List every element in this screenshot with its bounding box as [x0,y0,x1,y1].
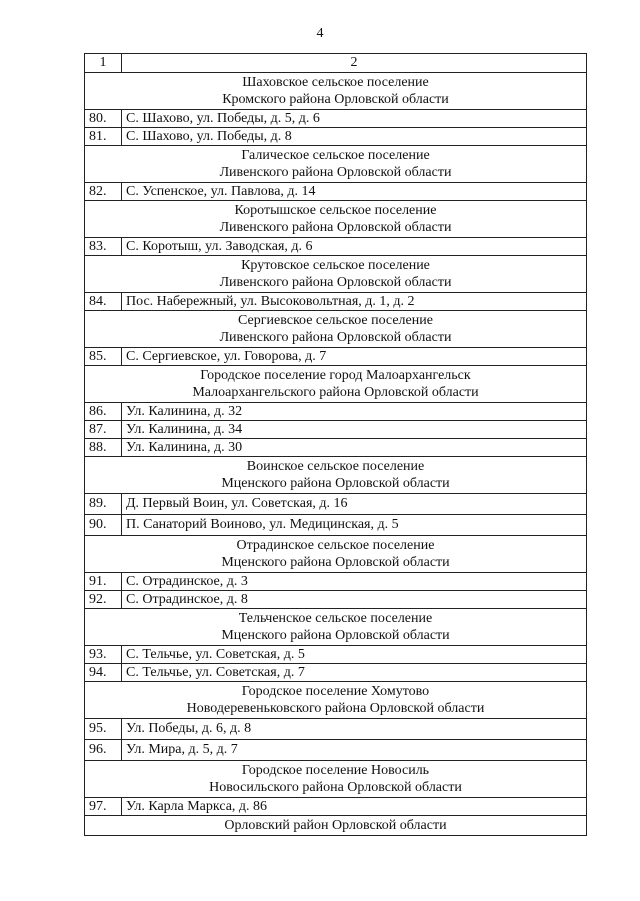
section-title-line: Галическое сельское поселение [241,148,430,163]
section-title-line: Ливенского района Орловской области [219,330,452,345]
section-title [85,761,587,798]
row-address: С. Сергиевское, ул. Говорова, д. 7 [122,348,587,366]
table-row [85,110,587,128]
section-header-row [85,682,587,719]
section-title [85,366,587,403]
row-number: 97. [85,798,122,816]
row-number: 94. [85,664,122,682]
row-number: 82. [85,183,122,201]
header-col-1: 1 [85,54,122,73]
section-title-line: Коротышское сельское поселение [234,203,437,218]
section-title [85,816,587,836]
table-row [85,646,587,664]
section-title-line: Малоархангельского района Орловской области [192,385,479,400]
section-title-line: Орловский район Орловской области [224,818,447,833]
row-address: С. Тельчье, ул. Советская, д. 5 [122,646,587,664]
section-title-line: Мценского района Орловской области [221,476,450,491]
section-title-line: Ливенского района Орловской области [219,165,452,180]
row-address: Ул. Калинина, д. 34 [122,421,587,439]
row-address: Ул. Калинина, д. 32 [122,403,587,421]
section-title-line: Новосильского района Орловской области [209,780,462,795]
row-number: 91. [85,573,122,591]
row-number: 81. [85,128,122,146]
row-address: П. Санаторий Воиново, ул. Медицинская, д. 5 [122,515,587,536]
section-title [85,457,587,494]
section-title-line: Кромского района Орловской области [222,92,449,107]
table-row [85,719,587,740]
row-address: С. Шахово, ул. Победы, д. 5, д. 6 [122,110,587,128]
row-address: Ул. Мира, д. 5, д. 7 [122,740,587,761]
row-address: С. Успенское, ул. Павлова, д. 14 [122,183,587,201]
section-title [85,682,587,719]
section-title [85,73,587,110]
row-address: Ул. Победы, д. 6, д. 8 [122,719,587,740]
table-row [85,403,587,421]
row-number: 89. [85,494,122,515]
section-title-line: Шаховское сельское поселение [242,75,429,90]
row-number: 85. [85,348,122,366]
row-number: 87. [85,421,122,439]
row-address: Ул. Карла Маркса, д. 86 [122,798,587,816]
section-header-row [85,761,587,798]
section-title-line: Городское поселение город Малоархангельск [200,368,471,383]
row-number: 93. [85,646,122,664]
table-row [85,348,587,366]
row-address: С. Тельчье, ул. Советская, д. 7 [122,664,587,682]
section-title [85,146,587,183]
section-title-line: Отрадинское сельское поселение [236,538,435,553]
table-row [85,515,587,536]
row-address: Ул. Калинина, д. 30 [122,439,587,457]
section-title-line: Городское поселение Новосиль [241,763,430,778]
section-header-row [85,536,587,573]
row-number: 88. [85,439,122,457]
section-title-line: Мценского района Орловской области [221,628,450,643]
table-row [85,183,587,201]
table-row [85,293,587,311]
section-header-row [85,816,587,836]
section-title-line: Мценского района Орловской области [221,555,450,570]
section-title-line: Сергиевское сельское поселение [238,313,433,328]
section-title-line: Ливенского района Орловской области [219,275,452,290]
section-title-line: Городское поселение Хомутово [241,684,430,699]
table-row [85,238,587,256]
row-address: С. Отрадинское, д. 3 [122,573,587,591]
section-title [85,256,587,293]
row-address: С. Отрадинское, д. 8 [122,591,587,609]
table-row [85,664,587,682]
section-title [85,536,587,573]
row-address: С. Коротыш, ул. Заводская, д. 6 [122,238,587,256]
table-row [85,421,587,439]
row-number: 80. [85,110,122,128]
page-number: 4 [316,26,324,41]
table-row [85,740,587,761]
row-number: 90. [85,515,122,536]
section-title [85,201,587,238]
table-row [85,798,587,816]
table-row [85,591,587,609]
table-row [85,439,587,457]
row-address: Пос. Набережный, ул. Высоковольтная, д. 1, д. 2 [122,293,587,311]
section-header-row [85,609,587,646]
section-title [85,311,587,348]
section-header-row [85,311,587,348]
table-row [85,128,587,146]
section-title-line: Крутовское сельское поселение [241,258,430,273]
section-header-row [85,457,587,494]
section-title-line: Ливенского района Орловской области [219,220,452,235]
addresses-table [84,53,587,836]
row-number: 84. [85,293,122,311]
row-address: Д. Первый Воин, ул. Советская, д. 16 [122,494,587,515]
table-header-row [85,54,587,73]
section-title-line: Новодеревеньковского района Орловской области [186,701,485,716]
row-number: 86. [85,403,122,421]
table-row [85,494,587,515]
row-number: 95. [85,719,122,740]
table-row [85,573,587,591]
section-header-row [85,256,587,293]
row-address: С. Шахово, ул. Победы, д. 8 [122,128,587,146]
section-title-line: Воинское сельское поселение [246,459,425,474]
section-title [85,609,587,646]
row-number: 96. [85,740,122,761]
section-header-row [85,146,587,183]
section-header-row [85,73,587,110]
section-header-row [85,201,587,238]
header-col-2: 2 [122,54,587,73]
section-header-row [85,366,587,403]
row-number: 83. [85,238,122,256]
section-title-line: Тельченское сельское поселение [238,611,433,626]
row-number: 92. [85,591,122,609]
